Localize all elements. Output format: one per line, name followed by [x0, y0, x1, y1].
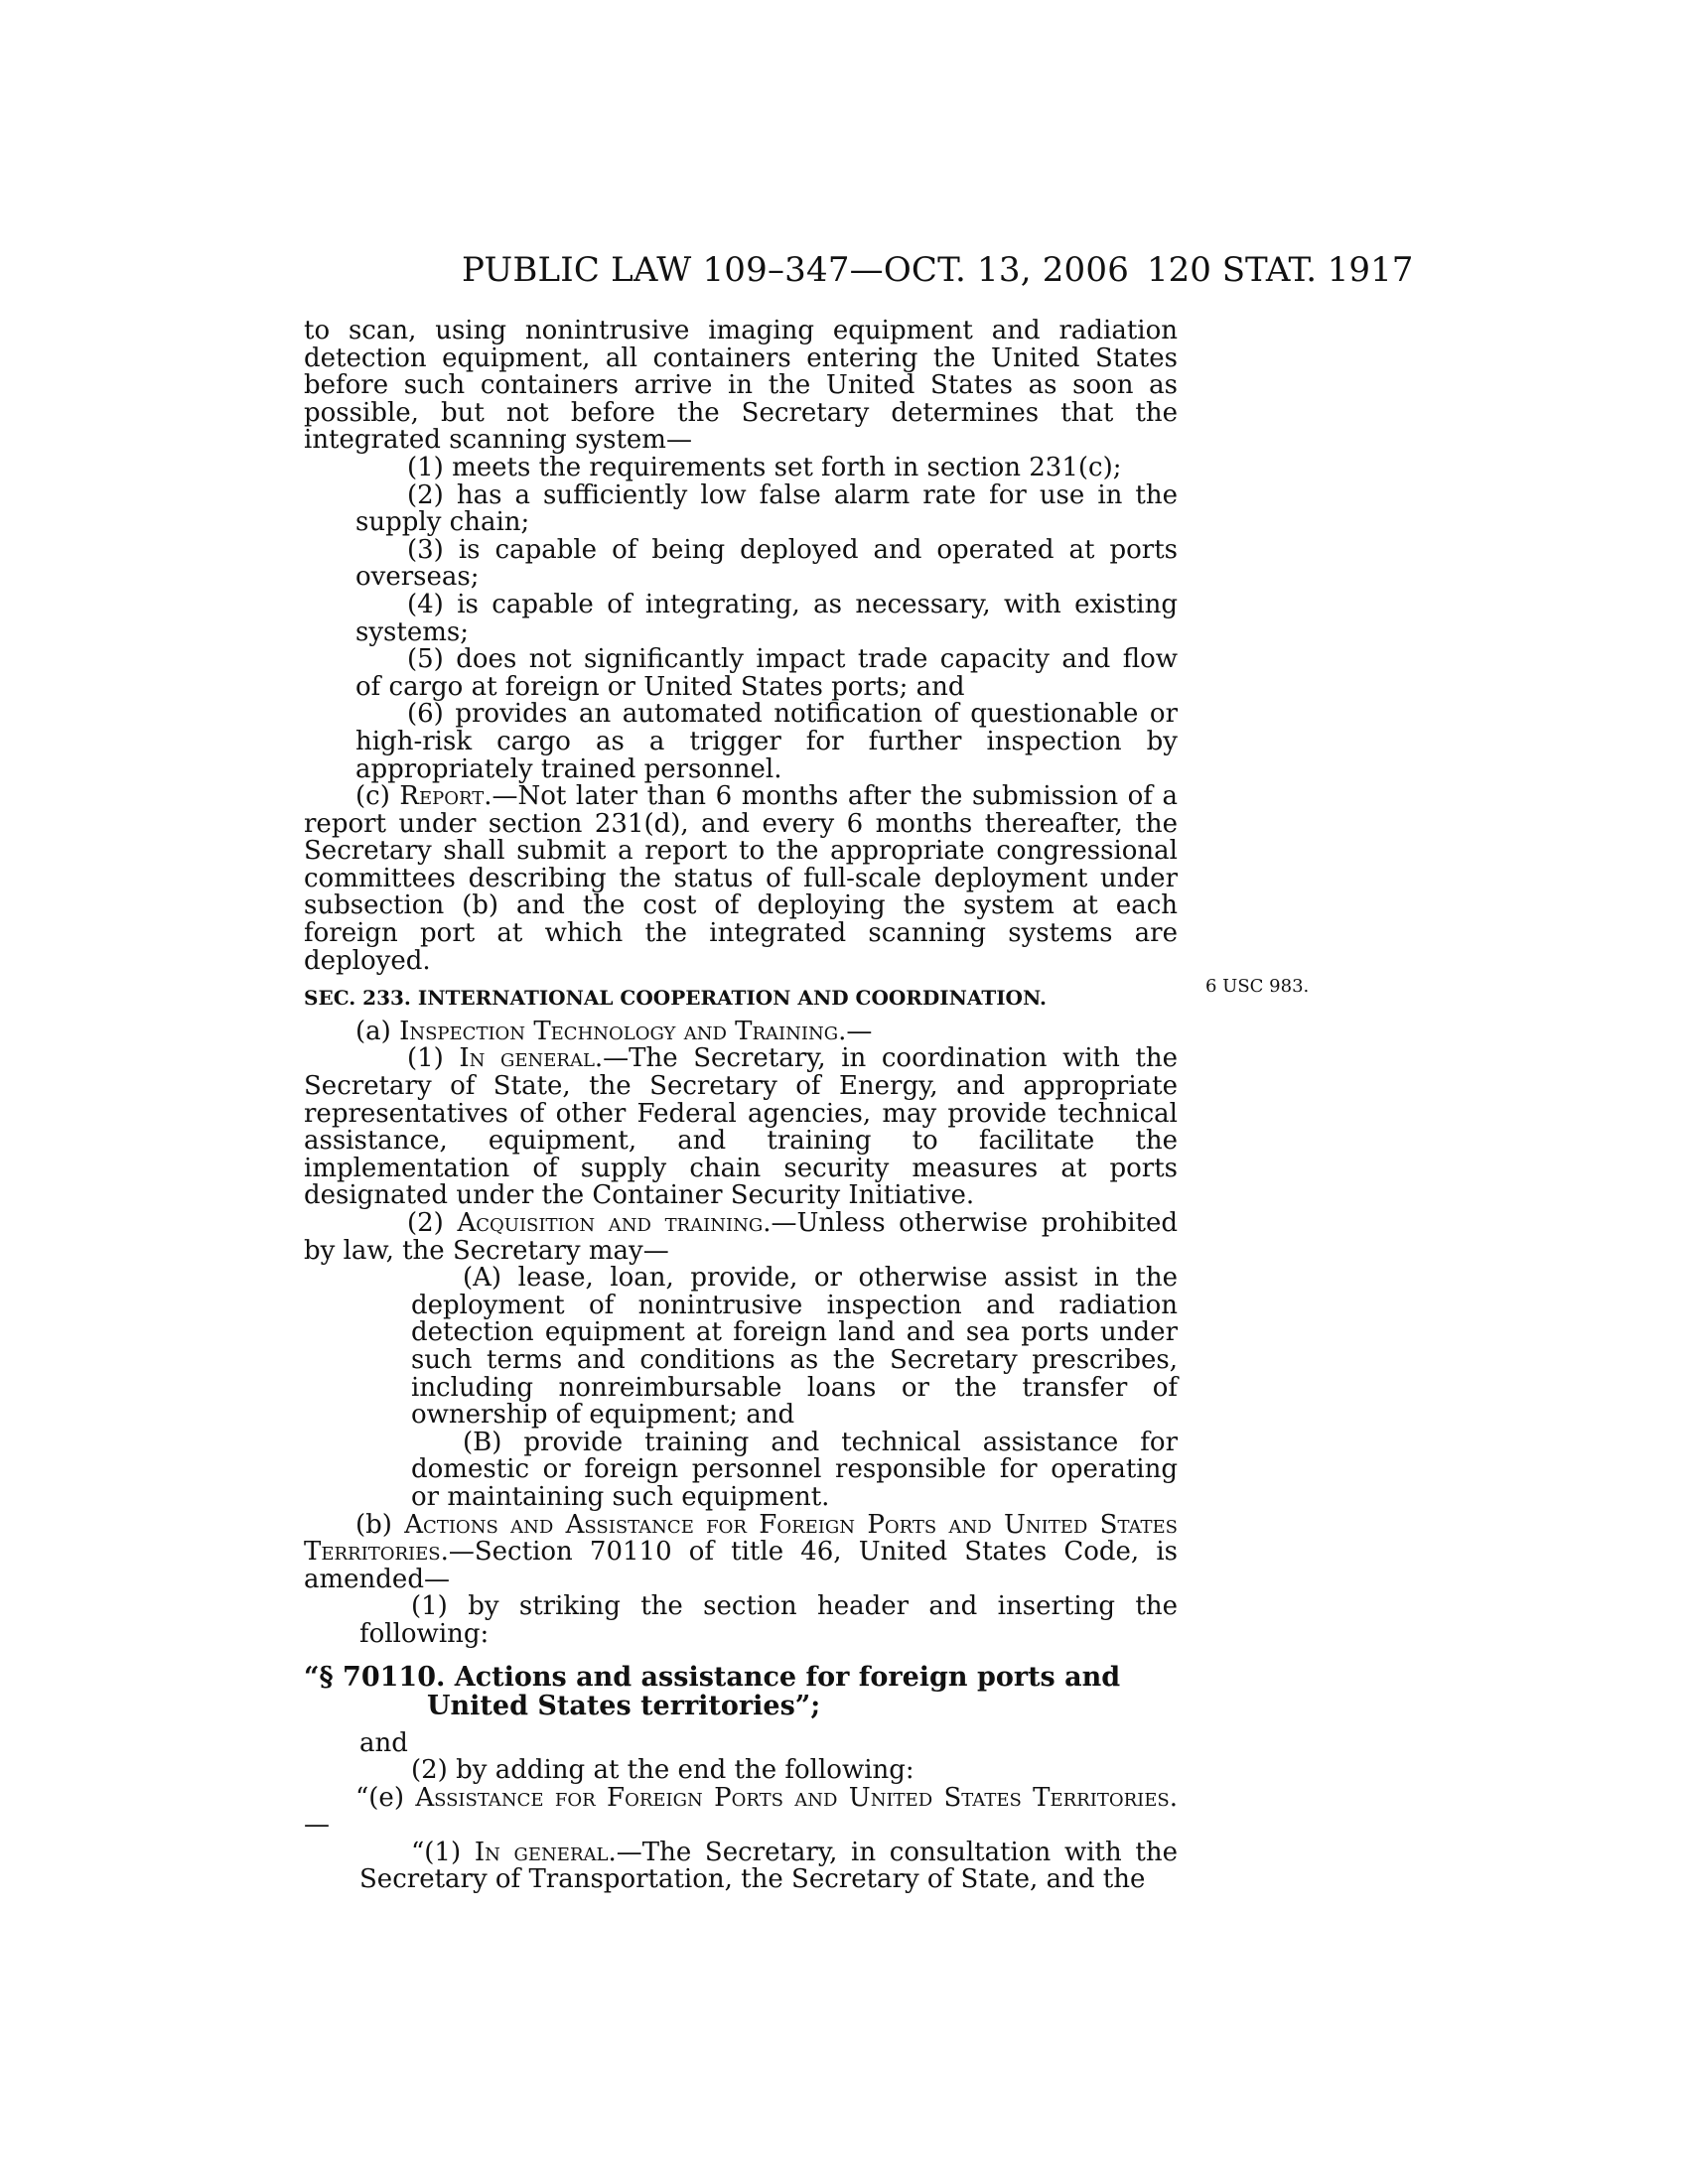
subsection-a-caption: Inspection Technology and Training — [399, 1016, 839, 1046]
running-header-title: PUBLIC LAW 109–347—OCT. 13, 2006 — [462, 250, 1130, 290]
paragraph-item-5: (5) does not significantly impact trade capacity and flow of cargo at foreign or United States ports; and — [355, 644, 1178, 702]
paragraph-a-1 — [304, 1045, 1178, 1210]
paragraph-a-2-B: (B) provide training and technical assistance for domestic or foreign personnel responsible for operating or maintaining such equipment. — [411, 1427, 1178, 1512]
paragraph-and: and — [359, 1727, 408, 1758]
e-1-lead: “(1) — [411, 1837, 475, 1867]
subsection-a-lead: (a) — [355, 1016, 400, 1046]
subsection-e-text: .— — [304, 1782, 1178, 1841]
a-1-caption: In general — [459, 1043, 595, 1074]
paragraph-a-2 — [304, 1210, 1178, 1265]
a-1-text: .—The Secretary, in coordination with the Secretary of State, the Secretary of Energy, and appropriate representatives of other Federal agencies, may provide technical assistance, equipment, and training to facilitate the implementation of supply chain security measures at ports designated under the Container Security Initiative. — [304, 1043, 1178, 1211]
subsection-b-lead: (b) — [355, 1509, 405, 1540]
paragraph-b-1: (1) by striking the section header and inserting the following: — [359, 1591, 1178, 1649]
e-1-text: .—The Secretary, in consultation with the Secretary of Transportation, the Secretary of State, and the — [359, 1837, 1179, 1895]
paragraph-subsection-e — [304, 1782, 1178, 1841]
paragraph-item-3: (3) is capable of being deployed and operated at ports overseas; — [355, 534, 1178, 593]
e-1-caption: In general — [474, 1837, 609, 1867]
subsection-b-text: .—Section 70110 of title 46, United States Code, is amended— — [304, 1537, 1178, 1594]
paragraph-subsection-b — [304, 1509, 1178, 1594]
inserted-section-heading: “§ 70110. Actions and assistance for foreign ports and United States territories”; — [304, 1661, 1121, 1721]
paragraph-item-2: (2) has a sufficiently low false alarm rate for use in the supply chain; — [355, 479, 1178, 538]
paragraph-intro: to scan, using nonintrusive imaging equipment and radiation detection equipment, all containers entering the United States before such containers arrive in the United States as soon as possible, but not before the Secretary determines that the integrated scanning system— — [304, 316, 1178, 456]
subsection-a-text: .— — [838, 1016, 873, 1046]
paragraph-item-1: (1) meets the requirements set forth in section 231(c); — [407, 452, 1122, 482]
paragraph-item-4: (4) is capable of integrating, as necessary, with existing systems; — [355, 589, 1178, 647]
a-1-lead: (1) — [407, 1043, 460, 1074]
running-header-page-number: 120 STAT. 1917 — [1147, 250, 1414, 290]
subsection-c-text: .—Not later than 6 months after the submission of a report under section 231(d), and every 6 months thereafter, the Secretary shall submit a report to the appropriate congressional committees describing the status of full-scale deployment under subsection (b) and the cost of deploying the system at each foreign port at which the integrated scanning systems are deployed. — [304, 781, 1178, 976]
a-2-caption: Acquisition and training — [457, 1208, 764, 1238]
margin-citation-note: 6 USC 983. — [1205, 976, 1310, 997]
paragraph-a-2-A: (A) lease, loan, provide, or otherwise assist in the deployment of nonintrusive inspection and radiation detection equipment at foreign land and sea ports under such terms and conditions as the Secretary prescribes, including nonreimbursable loans or the transfer of ownership of equipment; and — [411, 1263, 1178, 1431]
paragraph-e-1 — [304, 1837, 1179, 1895]
subsection-c-caption: Report — [399, 781, 485, 812]
paragraph-subsection-a — [304, 1016, 1178, 1046]
a-2-lead: (2) — [407, 1208, 458, 1238]
paragraph-item-6: (6) provides an automated notification of questionable or high-risk cargo as a trigger for further inspection by appropriately trained personnel. — [355, 699, 1178, 784]
subsection-e-lead: “(e) — [355, 1782, 416, 1813]
subsection-c-lead: (c) — [355, 781, 400, 812]
subsection-e-caption: Assistance for Foreign Ports and United States Territories — [415, 1782, 1170, 1813]
subsection-b-caption: Actions and Assistance for Foreign Ports and United States Territories — [304, 1509, 1178, 1568]
paragraph-b-2: (2) by adding at the end the following: — [411, 1755, 914, 1786]
a-2-text: .—Unless otherwise prohibited by law, the Secretary may— — [304, 1208, 1178, 1266]
statute-body-text — [304, 318, 1178, 1894]
section-heading: SEC. 233. INTERNATIONAL COOPERATION AND COORDINATION. — [304, 986, 1047, 1011]
paragraph-subsection-c — [304, 783, 1178, 975]
